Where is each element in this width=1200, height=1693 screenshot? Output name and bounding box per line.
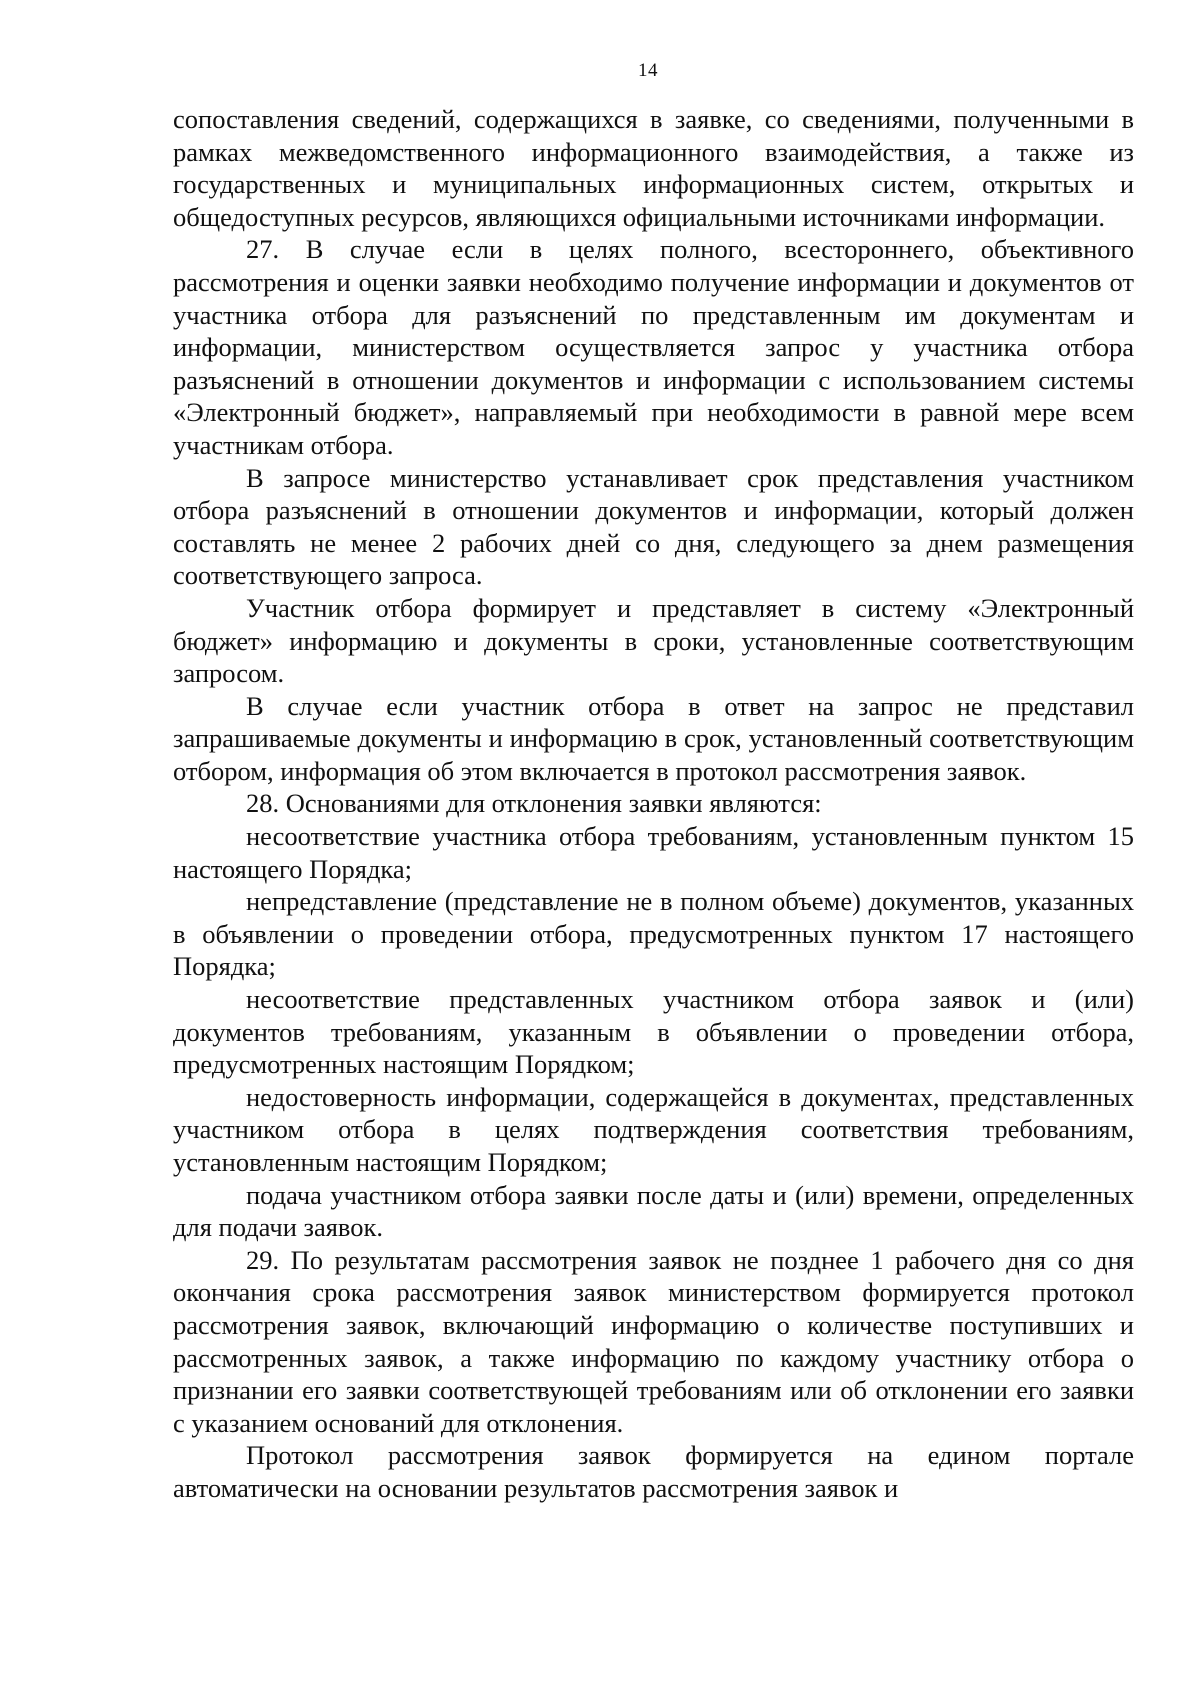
list-item-rejection-ground: несоответствие участника отбора требованиям, установленным пунктом 15 настоящего Порядка; xyxy=(173,821,1134,884)
list-item-rejection-ground: непредставление (представление не в полном объеме) документов, указанных в объявлении о проведении отбора, предусмотренных пунктом 17 настоящего Порядка; xyxy=(173,886,1134,982)
paragraph-item-28: 28. Основаниями для отклонения заявки являются: xyxy=(246,788,822,819)
list-item-rejection-ground: недостоверность информации, содержащейся в документах, представленных участником отбора в целях подтверждения соответствия требованиям, установленным настоящим Порядком; xyxy=(173,1081,1134,1177)
paragraph-protocol-portal: Протокол рассмотрения заявок формируется на едином портале автоматически на основании результатов рассмотрения заявок и xyxy=(173,1440,1134,1503)
paragraph-participant-submission: Участник отбора формирует и представляет в систему «Электронный бюджет» информацию и документы в сроки, установленные соответствующим запросом. xyxy=(173,592,1134,689)
page-number: 14 xyxy=(638,60,658,81)
paragraph-request-deadline: В запросе министерство устанавливает срок представления участником отбора разъяснений в отношении документов и информации, который должен составлять не менее 2 рабочих дней со дня, следующего за днем размещения соответствующего запроса. xyxy=(173,462,1134,591)
paragraph-no-response: В случае если участник отбора в ответ на запрос не представил запрашиваемые документы и информацию в срок, установленный соответствующим отбором, информация об этом включается в протокол рассмотрения заявок. xyxy=(173,690,1134,786)
list-item-rejection-ground: несоответствие представленных участником отбора заявок и (или) документов требованиям, указанным в объявлении о проведении отбора, предусмотренных настоящим Порядком; xyxy=(173,984,1134,1080)
paragraph-item-27: 27. В случае если в целях полного, всестороннего, объективного рассмотрения и оценки заявки необходимо получение информации и документов от участника отбора для разъяснений по представленным им документам и информации, министерством осуществляется запрос у участника отбора разъяснений в отношении документов и информации с использованием системы «Электронный бюджет», направляемый при необходимости в равной мере всем участникам отбора. xyxy=(173,234,1134,460)
list-item-rejection-ground: подача участником отбора заявки после даты и (или) времени, определенных для подачи заявок. xyxy=(173,1179,1134,1243)
paragraph-item-29: 29. По результатам рассмотрения заявок не позднее 1 рабочего дня со дня окончания срока рассмотрения заявок министерством формируется протокол рассмотрения заявок, включающий информацию о количестве поступивших и рассмотренных заявок, а также информацию по каждому участнику отбора о признании его заявки соответствующей требованиям или об отклонении его заявки с указанием оснований для отклонения. xyxy=(173,1244,1134,1438)
document-body xyxy=(173,103,1134,1505)
paragraph-continuation: сопоставления сведений, содержащихся в заявке, со сведениями, полученными в рамках межведомственного информационного взаимодействия, а также из государственных и муниципальных информационных систем, открытых и общедоступных ресурсов, являющихся официальными источниками информации. xyxy=(173,104,1134,232)
